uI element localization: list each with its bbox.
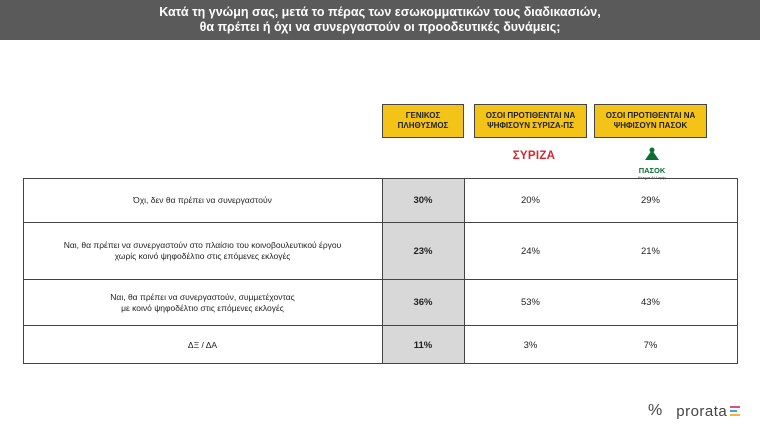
value-cell: 20% bbox=[520, 195, 540, 206]
percent-icon: % bbox=[648, 402, 663, 419]
brand-bars-icon bbox=[730, 406, 740, 416]
prorata-logo bbox=[648, 400, 740, 422]
title-line-1: Κατά τη γνώμη σας, μετά το πέρας των εσωκομματικών τους διαδικασιών, bbox=[159, 5, 601, 19]
syriza-logo bbox=[511, 150, 557, 176]
row-label-parliamentary bbox=[24, 223, 381, 279]
syriza-logo-word: ΣΥΡΙΖΑ bbox=[512, 150, 556, 162]
value-cell: 7% bbox=[643, 339, 658, 351]
value-cell: 3% bbox=[523, 339, 538, 351]
row-label-no bbox=[24, 179, 381, 222]
value-cell: 53% bbox=[520, 297, 540, 308]
row-label-line: ΔΞ / ΔΑ bbox=[187, 339, 218, 350]
pasok-logo bbox=[630, 147, 674, 179]
brand-name: prorata bbox=[676, 402, 728, 420]
header-line-2: ΨΗΦΙΣΟΥΝ ΠΑΣΟΚ bbox=[613, 121, 688, 130]
header-pasok-voters bbox=[594, 104, 707, 138]
row-label-line: με κοινό ψηφοδέλτιο στις επόμενες εκλογές bbox=[121, 302, 284, 313]
header-line-2: ΨΗΦΙΣΟΥΝ ΣΥΡΙΖΑ-ΠΣ bbox=[487, 121, 574, 130]
header-line-2: ΠΛΗΘΥΣΜΟΣ bbox=[397, 121, 449, 130]
value-cell: 21% bbox=[640, 245, 660, 257]
value-cell: 29% bbox=[640, 195, 660, 206]
header-line-1: ΟΣΟΙ ΠΡΟΤΙΘΕΝΤΑΙ ΝΑ bbox=[485, 111, 576, 120]
value-cell: 43% bbox=[640, 297, 660, 308]
pasok-logo-word: ΠΑΣΟΚ bbox=[638, 166, 666, 175]
row-label-line: Όχι, δεν θα πρέπει να συνεργαστούν bbox=[133, 195, 272, 205]
row-label-dk-na bbox=[24, 326, 381, 364]
header-general-population bbox=[382, 104, 464, 138]
row-label-line: Ναι, θα πρέπει να συνεργαστούν, συμμετέχοντας bbox=[110, 291, 295, 302]
title-line-2: θα πρέπει ή όχι να συνεργαστούν οι προοδευτικές δυνάμεις; bbox=[199, 20, 561, 34]
title-bar bbox=[0, 0, 760, 40]
value-cell: 36% bbox=[413, 297, 433, 308]
pasok-sun-icon bbox=[643, 147, 661, 161]
row-label-joint-ballot bbox=[24, 280, 381, 325]
value-cell: 30% bbox=[413, 195, 433, 206]
header-line-1: ΟΣΟΙ ΠΡΟΤΙΘΕΝΤΑΙ ΝΑ bbox=[605, 111, 696, 120]
value-cell: 11% bbox=[413, 339, 433, 351]
column-divider bbox=[464, 178, 465, 364]
value-cell: 23% bbox=[413, 245, 433, 257]
syriza-logo-tagline bbox=[511, 163, 557, 167]
header-syriza-voters bbox=[474, 104, 587, 138]
pasok-logo-sub: Κίνημα Αλλαγής bbox=[637, 175, 667, 180]
header-line-1: ΓΕΝΙΚΟΣ bbox=[405, 111, 441, 120]
row-label-line: Ναι, θα πρέπει να συνεργαστούν στο πλαίσιο του κοινοβουλευτικού έργου bbox=[63, 240, 342, 250]
row-label-line: χωρίς κοινό ψηφοδέλτιο στις επόμενες εκλογές bbox=[114, 251, 291, 261]
value-cell: 24% bbox=[520, 245, 540, 257]
